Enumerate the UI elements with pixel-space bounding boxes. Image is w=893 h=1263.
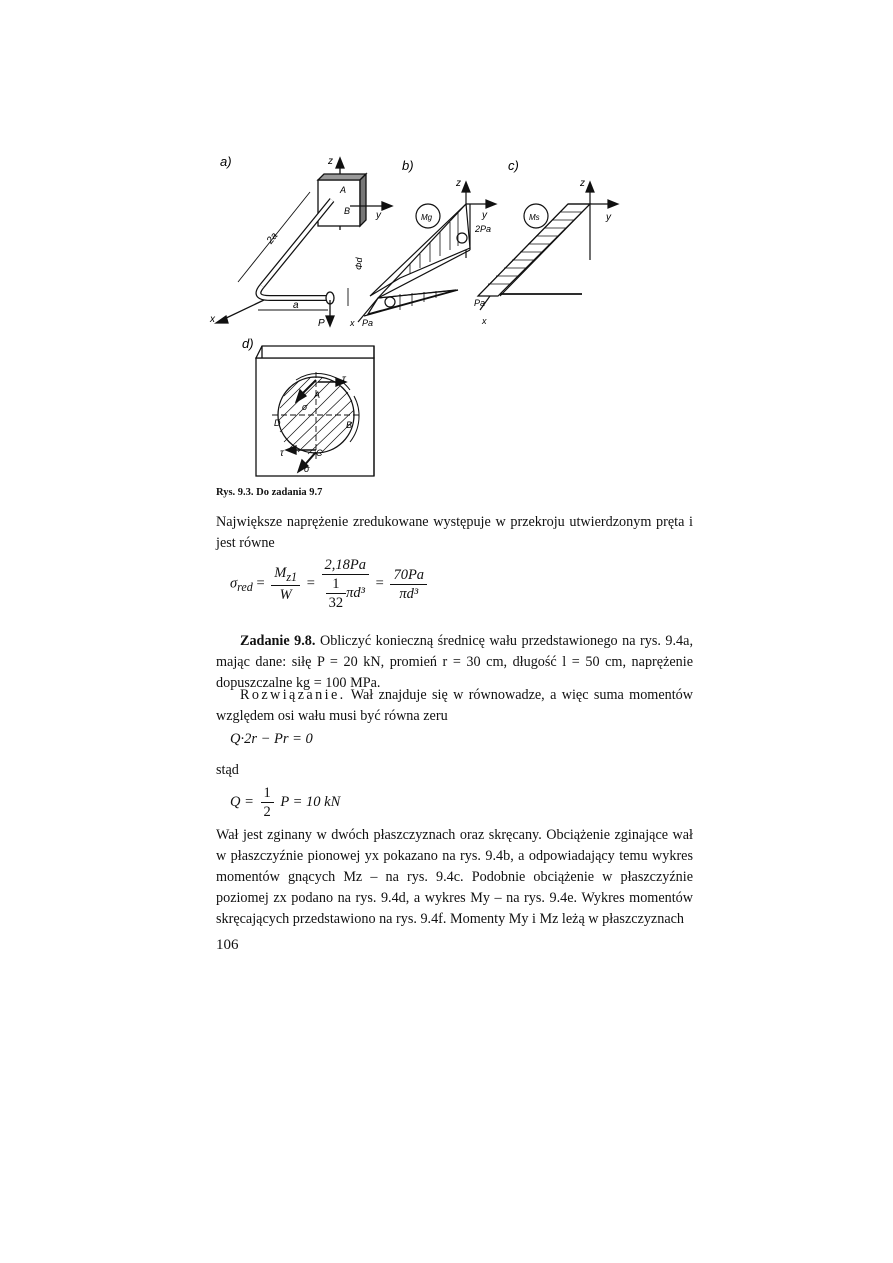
eq3-num: 1 (261, 784, 274, 803)
a-P-label: P (318, 318, 325, 329)
equation-equilibrium: Q·2r − Pr = 0 (230, 731, 313, 747)
b-y-label: y (482, 210, 487, 221)
a-x-label: x (210, 314, 215, 325)
panel-a-drawing (216, 158, 392, 326)
c-Ms-label: Ms (529, 213, 540, 222)
task-title: Zadanie 9.8. (240, 633, 316, 649)
c-y-label: y (606, 212, 611, 223)
d-tau-top-label: τ (342, 374, 346, 385)
figure-9-3 (200, 150, 630, 480)
a-A-label: A (340, 185, 347, 195)
eq3-rest: P = 10 kN (280, 793, 341, 810)
solution-paragraph (216, 685, 693, 727)
page-number: 106 (216, 937, 239, 953)
equation-Q (230, 784, 340, 821)
a-y-label: y (376, 210, 381, 221)
d-sigma-bottom-label: σ (304, 464, 310, 474)
b-2pa-label: 2Pa (475, 224, 492, 234)
c-z-label: z (580, 178, 585, 189)
solution-label: Rozwiązanie. (240, 687, 346, 703)
d-tau-bottom-label: τ (280, 448, 284, 459)
b-x-label: x (350, 318, 355, 328)
panel-c-drawing (478, 182, 618, 310)
eq3-den: 2 (263, 804, 271, 820)
solution-body: Wał znajduje się w równowadze, a więc suma momentów względem osi wału musi być równa zeru (216, 687, 694, 724)
c-x-label: x (482, 316, 487, 326)
panel-b-label: b) (402, 158, 414, 173)
panel-c-label: c) (508, 158, 519, 173)
eq1-f2-den-num: 1 (326, 575, 347, 594)
paragraph-last: Wał jest zginany w dwóch płaszczyznach oraz skręcany. Obciążenie zginające wał w płaszczyźnie pionowej yx pokazano na rys. 9.4b, a odpowiadający temu wykres momentów gnących Mz – na rys. 9.4c. Podobnie obciążenie w płaszczyźnie poziomej zx podano na rys. 9.4d, a wykres My – na rys. 9.4e. Wykres momentów skręcających przedstawiono na rys. 9.4f. Momenty My i Mz leżą w płaszczyznach (216, 827, 693, 927)
d-D-label: D (274, 418, 281, 428)
eq1-f2-num: 2,18Pa (322, 556, 369, 575)
figure-svg (200, 150, 630, 480)
c-pa-label: Pa (474, 298, 486, 308)
task-body: Obliczyć konieczną średnicę wału przedstawionego na rys. 9.4a, mając dane: siłę P = 20 kN, promień r = 30 cm, długość l = 50 cm, naprężenie dopuszczalne kg = 100 MPa. (216, 633, 693, 691)
a-a-label: a (293, 300, 299, 311)
b-Mg-label: Mg (421, 213, 433, 222)
d-C-label: C (316, 448, 323, 458)
b-pa-label: Pa (362, 318, 374, 328)
figure-caption: Rys. 9.3. Do zadania 9.7 (216, 487, 323, 498)
eq1-f3-num: 70Pa (390, 566, 427, 585)
stad-text: stąd (216, 762, 239, 778)
eq1-f1-num: M (274, 564, 287, 581)
eq1-lhs: σ (230, 575, 238, 592)
panel-d-drawing (256, 346, 374, 476)
eq1-lhs-sub: red (237, 580, 253, 595)
eq1-f1-num-sub: z1 (286, 569, 298, 584)
a-z-label: z (328, 156, 333, 167)
a-2a-label: 2a (264, 230, 281, 247)
eq1-f1-den: W (279, 587, 292, 604)
a-phid-label: Φd (354, 257, 364, 270)
d-B-label: B (346, 420, 353, 430)
eq3-lhs: Q = (230, 793, 254, 810)
a-B-label: B (344, 206, 351, 216)
eq1-f2-den-den: 32 (328, 595, 344, 611)
panel-d-label: d) (242, 336, 254, 351)
d-sigma-top-label: σ (302, 402, 308, 412)
paragraph-1: Największe naprężenie zredukowane występuje w przekroju utwierdzonym pręta i jest równe (216, 514, 693, 551)
eq1-f3-den: πd³ (399, 585, 419, 602)
d-A-label: A (314, 390, 321, 400)
panel-a-label: a) (220, 154, 232, 169)
eq1-f2-den-rest: πd³ (346, 584, 365, 601)
b-z-label: z (456, 178, 461, 189)
equation-sigma-red: $\sigma_{red}$ = $\frac{M_{z1}}{W}$ = 2,18Pa $\frac{1}{32}$ πd³ = $\frac{70Pa}{\text{πd³}}$ (230, 556, 430, 612)
